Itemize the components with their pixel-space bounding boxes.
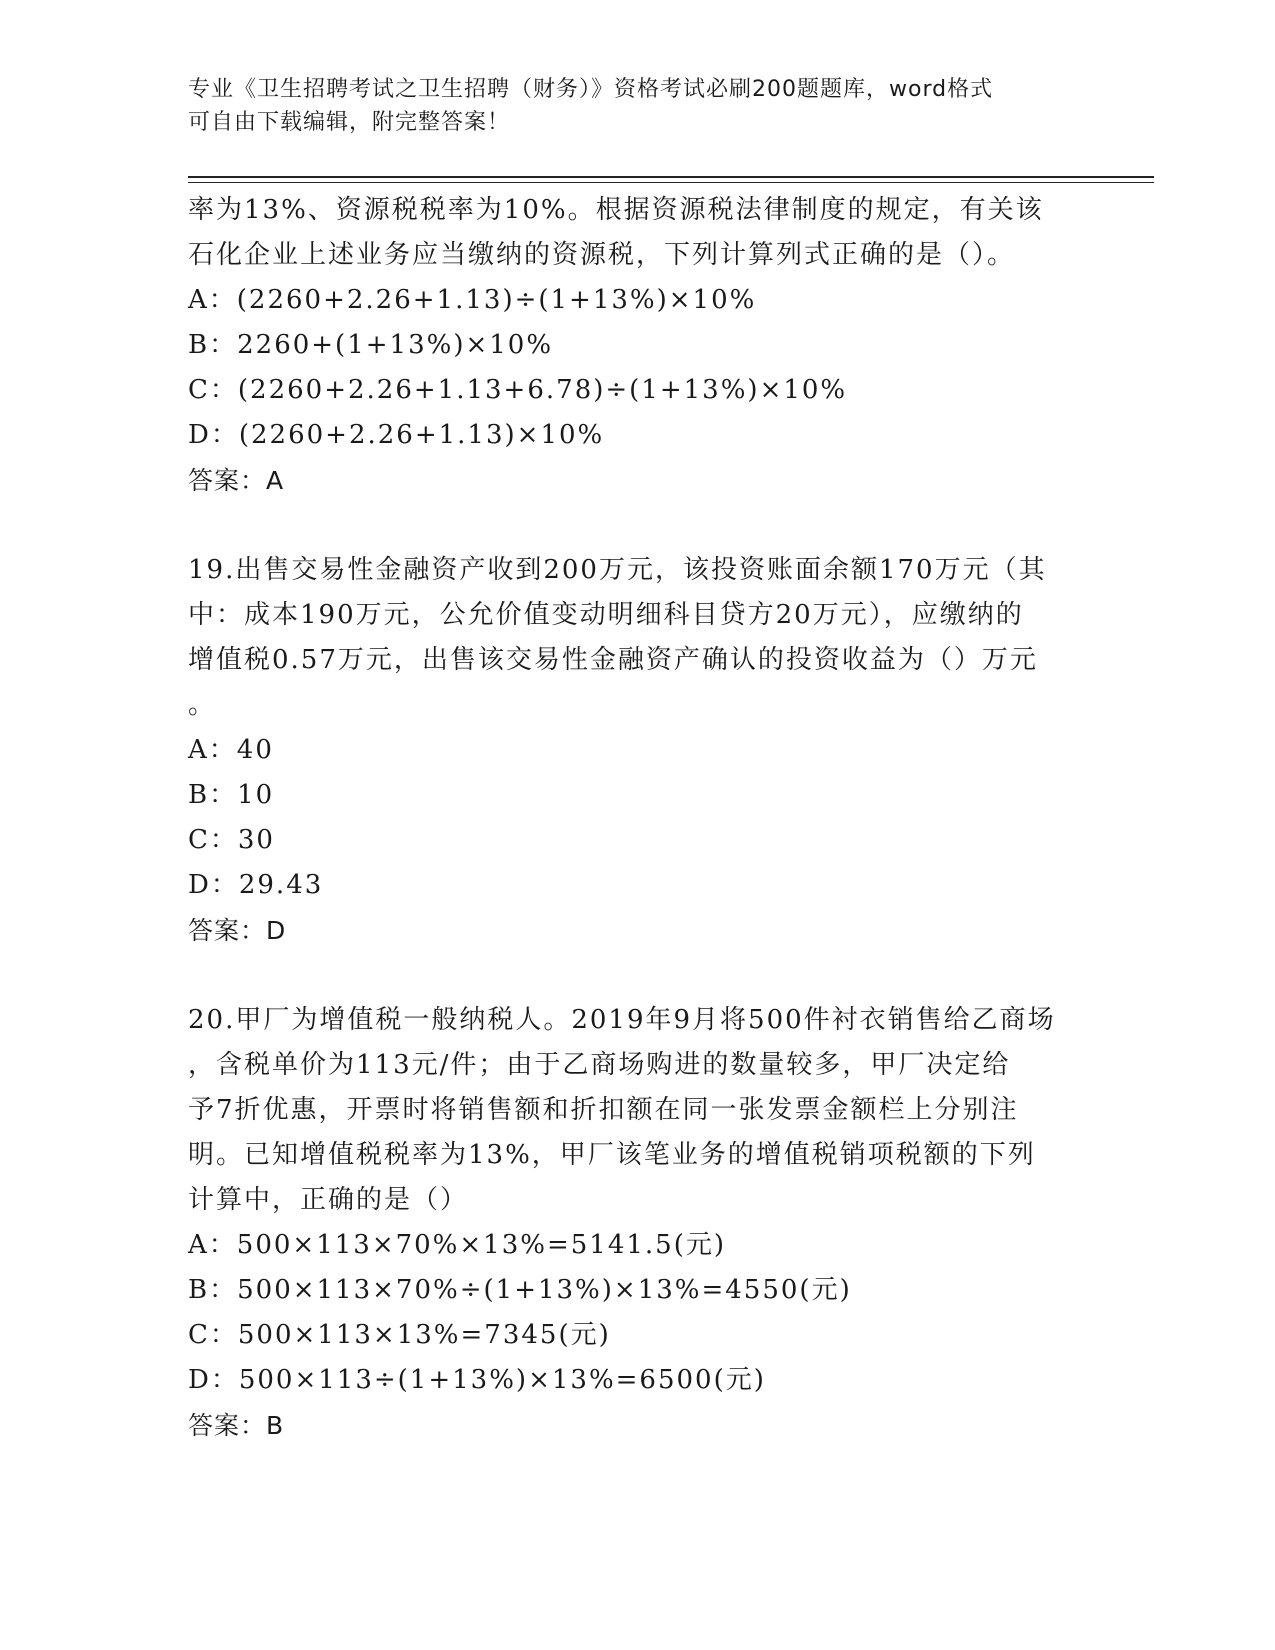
option-d: D：(2260+2.26+1.13)×10% [188, 420, 605, 450]
question-text-line: 计算中，正确的是（） [188, 1185, 469, 1215]
option-c: C：(2260+2.26+1.13+6.78)÷(1+13%)×10% [188, 375, 848, 405]
question-text-line: 率为13%、资源税税率为10%。根据资源税法律制度的规定，有关该 [188, 195, 1044, 225]
question-text-line: 予7折优惠，开票时将销售额和折扣额在同一张发票金额栏上分别注 [188, 1095, 1019, 1125]
answer-label: 答案：D [188, 916, 287, 945]
question-20 [188, 998, 1088, 1448]
question-text-line: 中：成本190万元，公允价值变动明细科目贷方20万元），应缴纳的 [188, 600, 1024, 630]
option-c: C：30 [188, 825, 275, 855]
header-line-2: 可自由下载编辑，附完整答案！ [188, 110, 511, 135]
question-19 [188, 548, 1088, 953]
option-a: A：500×113×70%×13%=5141.5(元) [188, 1230, 727, 1260]
header-rule-thin [188, 182, 1154, 183]
document-body [188, 188, 1088, 1448]
option-b: B：10 [188, 780, 275, 810]
header-rule-thick [188, 176, 1154, 178]
answer-label: 答案：A [188, 466, 285, 495]
option-d: D：29.43 [188, 870, 324, 900]
question-text-line: ，含税单价为113元/件；由于乙商场购进的数量较多，甲厂决定给 [188, 1050, 1011, 1080]
option-a: A：(2260+2.26+1.13)÷(1+13%)×10% [188, 285, 757, 315]
question-text-line: 19.出售交易性金融资产收到200万元，该投资账面余额170万元（其 [188, 555, 1047, 585]
question-text-line: 石化企业上述业务应当缴纳的资源税，下列计算列式正确的是（）。 [188, 240, 1016, 270]
document-header [188, 73, 1088, 139]
option-d: D：500×113÷(1+13%)×13%=6500(元) [188, 1365, 766, 1395]
option-c: C：500×113×13%=7345(元) [188, 1320, 611, 1350]
question-text-line: 。 [188, 690, 217, 720]
option-b: B：500×113×70%÷(1+13%)×13%=4550(元) [188, 1275, 852, 1305]
question-text-line: 20.甲厂为增值税一般纳税人。2019年9月将500件衬衣销售给乙商场 [188, 1005, 1056, 1035]
option-b: B：2260+(1+13%)×10% [188, 330, 554, 360]
question-text-line: 明。已知增值税税率为13%，甲厂该笔业务的增值税销项税额的下列 [188, 1140, 1036, 1170]
question-text-line: 增值税0.57万元，出售该交易性金融资产确认的投资收益为（）万元 [188, 645, 1038, 675]
option-a: A：40 [188, 735, 274, 765]
header-line-1: 专业《卫生招聘考试之卫生招聘（财务）》资格考试必刷200题题库，word格式 [188, 77, 994, 102]
question-18-continued [188, 188, 1088, 503]
answer-label: 答案：B [188, 1411, 285, 1440]
